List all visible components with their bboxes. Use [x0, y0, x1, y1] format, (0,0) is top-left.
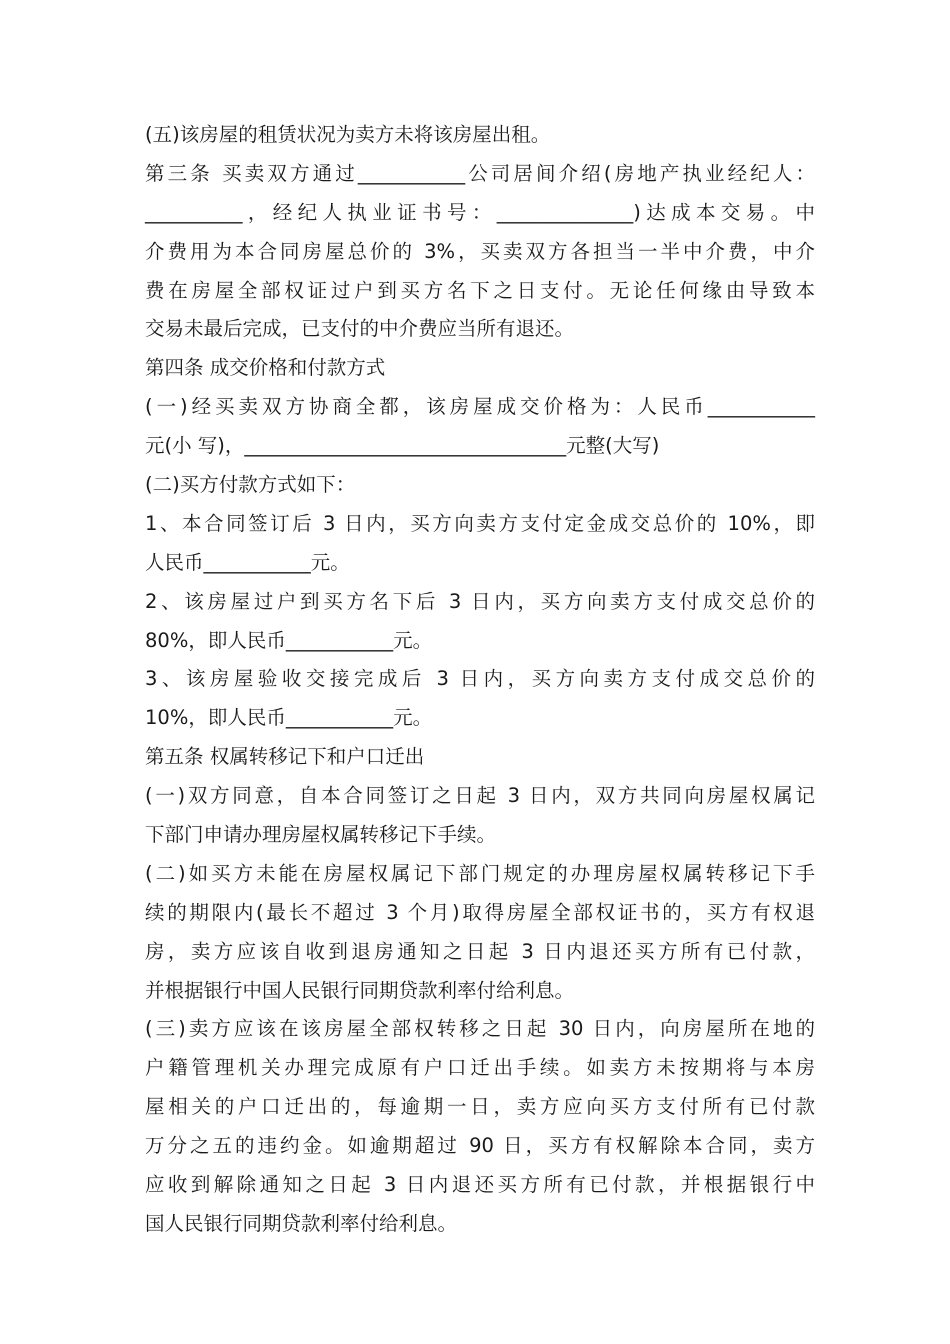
text-line: 国人民银行同期贷款利率付给利息。 — [145, 1211, 458, 1235]
text-line: 1、本合同签订后 3 日内，买方向卖方支付定金成交总价的 10%，即 — [145, 511, 815, 535]
text-line: 屋相关的户口迁出的，每逾期一日，卖方应向买方支付所有已付款 — [145, 1095, 815, 1119]
text-line: (三)卖方应该在该房屋全部权转移之日起 30 日内，向房屋所在地的 — [145, 1017, 815, 1041]
text-line: 续的期限内(最长不超过 3 个月)取得房屋全部权证书的，买方有权退 — [145, 900, 815, 924]
text-line: 元(小 写)，_________________________________元整(大写) — [145, 434, 660, 458]
text-line: 万分之五的违约金。如逾期超过 90 日，买方有权解除本合同，卖方 — [145, 1134, 815, 1158]
text-line: 80%，即人民币___________元。 — [145, 628, 433, 652]
text-line: 并根据银行中国人民银行同期贷款利率付给利息。 — [145, 978, 575, 1002]
text-line: 第五条 权属转移记下和户口迁出 — [145, 745, 425, 769]
text-line: 交易未最后完成，已支付的中介费应当所有退还。 — [145, 317, 575, 341]
text-line: 应收到解除通知之日起 3 日内退还买方所有已付款，并根据银行中 — [145, 1173, 815, 1197]
text-line: 2、该房屋过户到买方名下后 3 日内，买方向卖方支付成交总价的 — [145, 589, 815, 613]
text-line: 房，卖方应该自收到退房通知之日起 3 日内退还买方所有已付款， — [145, 939, 815, 963]
text-line: (五)该房屋的租赁状况为卖方未将该房屋出租。 — [145, 123, 551, 146]
text-line: __________，经纪人执业证书号：______________)达成本交易。中 — [145, 200, 815, 224]
text-line: 第四条 成交价格和付款方式 — [145, 356, 386, 380]
text-line: 3、该房屋验收交接完成后 3 日内，买方向卖方支付成交总价的 — [145, 667, 815, 691]
text-line: 10%，即人民币___________元。 — [145, 706, 433, 730]
text-line: 介费用为本合同房屋总价的 3%，买卖双方各担当一半中介费，中介 — [145, 239, 815, 263]
text-line: (一)双方同意，自本合同签订之日起 3 日内，双方共同向房屋权属记 — [145, 784, 815, 808]
text-line: (二)买方付款方式如下： — [145, 473, 356, 497]
text-line: (二)如买方未能在房屋权属记下部门规定的办理房屋权属转移记下手 — [145, 861, 815, 885]
text-line: 户籍管理机关办理完成原有户口迁出手续。如卖方未按期将与本房 — [145, 1056, 815, 1080]
text-line: 费在房屋全部权证过户到买方名下之日支付。无论任何缘由导致本 — [145, 278, 815, 302]
text-line: (一)经买卖双方协商全都，该房屋成交价格为：人民币___________ — [145, 395, 815, 419]
text-line: 第三条 买卖双方通过___________公司居间介绍(房地产执业经纪人： — [145, 161, 815, 185]
text-line: 人民币___________元。 — [145, 550, 350, 574]
document-page — [145, 116, 815, 1244]
text-line: 下部门申请办理房屋权属转移记下手续。 — [145, 823, 497, 847]
